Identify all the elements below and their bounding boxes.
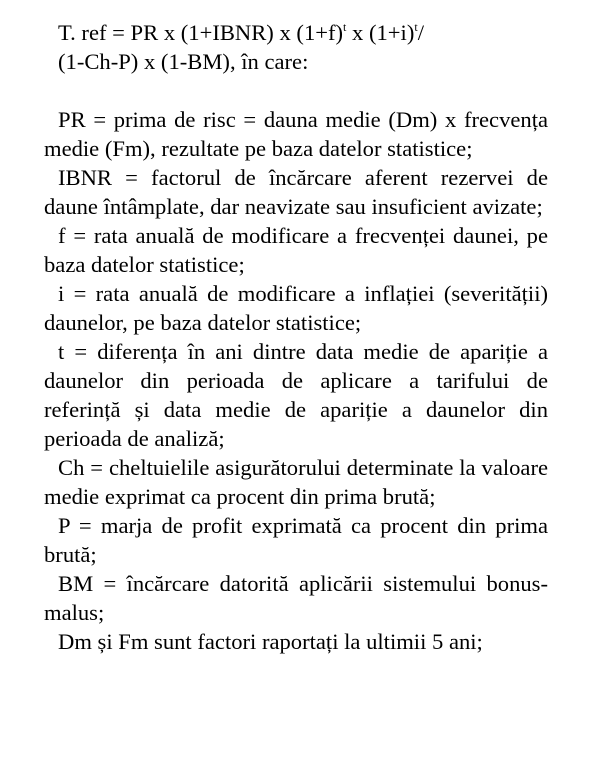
definition-dm-fm: Dm și Fm sunt factori raportați la ultimii 5 ani;: [58, 629, 483, 654]
formula-line-2: (1-Ch-P) x (1-BM), în care:: [58, 49, 309, 74]
formula-exponent-2: t: [414, 20, 418, 34]
formula-block: [44, 18, 548, 76]
blank-line: [44, 76, 548, 105]
definition-f: f = rata anuală de modificare a frecvenței daunei, pe baza datelor statistice;: [44, 223, 548, 277]
definition-i: i = rata anuală de modificare a inflației (severității) daunelor, pe baza datelor statistice;: [44, 281, 548, 335]
formula-line-1: [58, 18, 548, 47]
definition-p: P = marja de profit exprimată ca procent din prima brută;: [44, 513, 548, 567]
document-page: [44, 18, 548, 656]
formula-part-b: x (1+i): [346, 20, 415, 45]
definition-ibnr: IBNR = factorul de încărcare aferent rezervei de daune întâmplate, dar neavizate sau insuficient avizate;: [44, 165, 548, 219]
definition-pr: PR = prima de risc = dauna medie (Dm) x frecvența medie (Fm), rezultate pe baza datelor statistice;: [44, 107, 548, 161]
formula-part-c: /: [417, 20, 424, 45]
definition-ch: Ch = cheltuielile asigurătorului determinate la valoare medie exprimat ca procent din prima brută;: [44, 455, 548, 509]
definition-t: t = diferența în ani dintre data medie de apariție a daunelor din perioada de aplicare a tarifului de referință și data medie de apariție a daunelor din perioada de analiză;: [44, 339, 548, 451]
formula-exponent-1: t: [343, 20, 347, 34]
formula-part-a: T. ref = PR x (1+IBNR) x (1+f): [58, 20, 344, 45]
definition-bm: BM = încărcare datorită aplicării sistemului bonus-malus;: [44, 571, 548, 625]
